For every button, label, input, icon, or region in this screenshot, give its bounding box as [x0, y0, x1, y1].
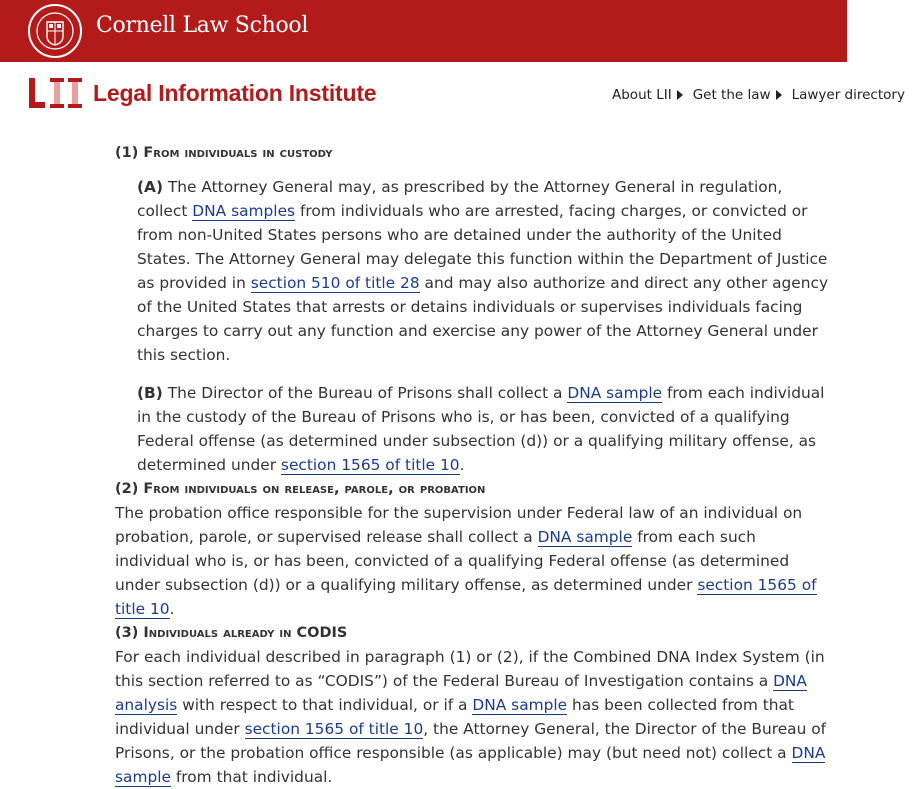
subparagraph-1a — [137, 175, 832, 367]
nav-lawyer-directory[interactable] — [792, 87, 905, 103]
nav-about-lii[interactable] — [612, 87, 683, 103]
paragraph-1 — [115, 141, 832, 477]
text: For each individual described in paragraph (1) or (2), if the Combined DNA Index System (in this section referred to as “CODIS”) of the Federal Bureau of Investigation contains a — [115, 648, 825, 690]
subparagraph-label: (B) — [137, 384, 163, 402]
nav-lawyer-directory-label: Lawyer directory — [791, 87, 905, 103]
paragraph-2-body — [115, 501, 830, 621]
text: . — [459, 456, 465, 474]
nav-get-the-law-label: Get the law — [692, 87, 771, 103]
link-section-1565-title-10[interactable]: section 1565 of title 10 — [244, 720, 424, 738]
text: , the Attorney General, the Director of the Bureau of Prisons, or the probation office responsible (as applicable) may (but need not) collect a — [115, 720, 827, 762]
paragraph-3-body — [115, 645, 830, 789]
paragraph-2-heading: (2) From individuals on release, parole, or probation — [115, 481, 486, 497]
nav-about-lii-label: About LII — [612, 87, 672, 103]
text: and may also authorize and direct any other agency of the United States that arrests or detains individuals or supervises individuals facing charges to carry out any function and exercise any power of the Attorney General under this section. — [137, 274, 829, 364]
link-section-510-title-28[interactable]: section 510 of title 28 — [250, 274, 420, 292]
link-section-1565-title-10[interactable]: section 1565 of title 10 — [115, 576, 817, 618]
cornell-header — [0, 0, 847, 62]
lii-logo[interactable] — [28, 76, 86, 112]
paragraph-1-heading: (1) From individuals in custody — [115, 145, 333, 161]
link-dna-sample[interactable]: DNA sample — [472, 696, 568, 714]
subparagraph-1b — [137, 381, 832, 477]
text: from that individual. — [170, 768, 333, 786]
lii-title[interactable]: Legal Information Institute — [93, 80, 377, 106]
link-section-1565-title-10[interactable]: section 1565 of title 10 — [280, 456, 460, 474]
caret-right-icon — [677, 90, 683, 100]
text: from each individual in the custody of the Bureau of Prisons who is, or has been, convicted of a qualifying Federal offense (as determined under subsection (d)) or a qualifying military offense, as determined under — [137, 384, 825, 474]
link-dna-sample[interactable]: DNA sample — [537, 528, 633, 546]
top-nav — [612, 87, 915, 103]
lii-header — [0, 62, 905, 130]
paragraph-3-heading: (3) Individuals already in CODIS — [115, 625, 348, 641]
cornell-law-school-title[interactable]: Cornell Law School — [96, 13, 309, 38]
link-dna-sample[interactable]: DNA sample — [567, 384, 663, 402]
text: from individuals who are arrested, facing charges, or convicted or from non-United States persons who are detained under the authority of the United States. The Attorney General may delegate this function within the Department of Justice as provided in — [137, 202, 828, 292]
link-dna-sample[interactable]: DNA sample — [115, 744, 826, 786]
text: The Director of the Bureau of Prisons shall collect a — [162, 384, 568, 402]
text: with respect to that individual, or if a — [177, 696, 473, 714]
cornell-seal-icon[interactable] — [27, 3, 83, 59]
link-dna-analysis[interactable]: DNA analysis — [115, 672, 807, 714]
subparagraph-label: (A) — [137, 178, 163, 196]
text: from each such individual who is, or has been, convicted of a qualifying Federal offense (as determined under subsection (d)) or a qualifying military offense, as determined under — [115, 528, 790, 594]
paragraph-3 — [115, 621, 830, 789]
caret-right-icon — [776, 90, 782, 100]
text: has been collected from that individual under — [115, 696, 794, 738]
link-dna-samples[interactable]: DNA samples — [192, 202, 296, 220]
text: The probation office responsible for the supervision under Federal law of an individual on probation, parole, or supervised release shall collect a — [115, 504, 803, 546]
paragraph-2 — [115, 477, 830, 621]
nav-get-the-law[interactable] — [693, 87, 782, 103]
text: . — [169, 600, 175, 618]
text: The Attorney General may, as prescribed by the Attorney General in regulation, collect — [137, 178, 783, 220]
